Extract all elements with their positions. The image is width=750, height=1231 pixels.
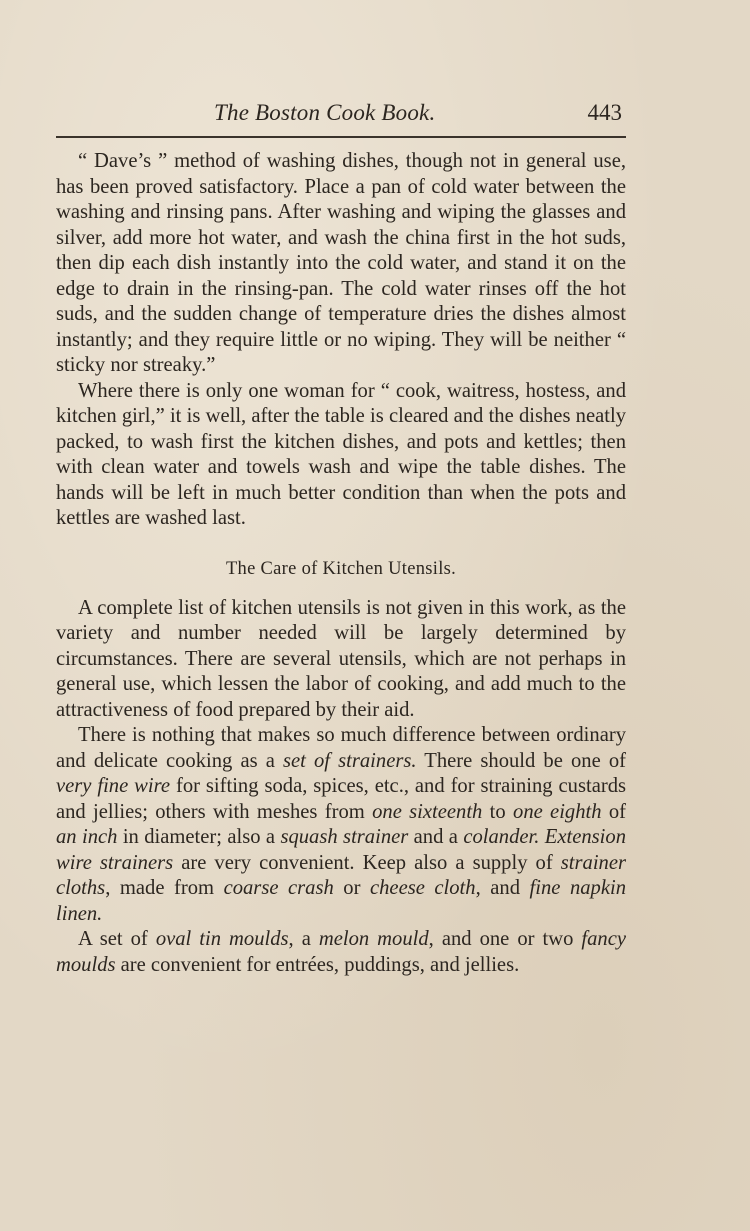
text-run: are very convenient. Keep also a supply of bbox=[173, 851, 561, 874]
text-run: for sifting soda, spices, etc., and for straining custards and jellies; others with meshes from bbox=[56, 775, 626, 823]
text-run: in diameter; also a bbox=[117, 826, 281, 848]
paragraph-daves-method: “ Dave’s ” method of washing dishes, though not in general use, has been proved satisfactory. Place a pan of cold water between the washing and rinsing pans. After washing and wiping the glasses and silver, add more hot water, and wash the china first in the hot suds, then dip each dish instantly into the cold water, and stand it on the edge to drain in the rinsing-pan. The cold water rinses off the hot suds, and the sudden change of temperature dries the dishes almost instantly; and they require little or no wiping. They will be neither “ sticky nor streaky.” bbox=[56, 150, 626, 376]
text-run: A set of bbox=[78, 928, 156, 950]
text-run: and a bbox=[408, 826, 464, 848]
italic-run: set of strainers. bbox=[283, 749, 417, 772]
text-run: There is nothing that makes so much difference between ordinary and delicate cooking as a bbox=[56, 724, 626, 772]
text-run: , a bbox=[288, 928, 319, 950]
italic-run: fine napkin linen. bbox=[56, 877, 627, 925]
italic-run: cheese cloth bbox=[370, 877, 476, 899]
header-rule bbox=[56, 136, 626, 138]
page-number: 443 bbox=[587, 100, 622, 125]
text-run: are convenient for entrées, puddings, and jellies. bbox=[115, 953, 520, 976]
text-run: , and one or two bbox=[428, 928, 582, 950]
paragraph-moulds bbox=[56, 927, 626, 978]
text-run: There should be one of bbox=[416, 749, 626, 772]
running-head bbox=[56, 96, 626, 130]
text-run: , made from bbox=[105, 877, 224, 899]
italic-run: melon mould bbox=[318, 928, 429, 950]
italic-run: an inch bbox=[56, 826, 118, 848]
paragraph-strainers bbox=[56, 723, 626, 927]
paragraph-utensils-list: A complete list of kitchen utensils is not given in this work, as the variety and number needed will be largely determined by circumstances. There are several utensils, which are not perhaps in general use, which lessen the labor of cooking, and add much to the attractiveness of food prepared by their aid. bbox=[56, 596, 626, 721]
italic-run: strainer cloths bbox=[56, 851, 627, 899]
italic-run: Extension wire strainers bbox=[56, 826, 626, 874]
italic-run: coarse crash bbox=[223, 877, 334, 899]
italic-run: one sixteenth bbox=[372, 800, 483, 823]
italic-run: fancy moulds bbox=[56, 928, 626, 976]
section-heading: The Care of Kitchen Utensils. bbox=[225, 558, 457, 579]
italic-run: squash strainer bbox=[280, 826, 409, 848]
text-run: or bbox=[333, 877, 370, 899]
running-title: The Boston Cook Book. bbox=[214, 100, 436, 125]
text-run: of bbox=[601, 800, 627, 823]
text-run: to bbox=[482, 800, 514, 823]
italic-run: one eighth bbox=[513, 800, 602, 823]
italic-run: colander. bbox=[463, 826, 540, 848]
italic-run: very fine wire bbox=[56, 775, 171, 797]
text-run: , and bbox=[475, 877, 530, 899]
body-text bbox=[56, 149, 626, 978]
paragraph-one-woman: Where there is only one woman for “ cook, waitress, hostess, and kitchen girl,” it is well, after the table is cleared and the dishes neatly packed, to wash first the kitchen dishes, and pots and kettles; then with clean water and towels wash and wipe the table dishes. The hands will be left in much better condition than when the pots and kettles are washed last. bbox=[56, 379, 626, 529]
italic-run: oval tin moulds bbox=[155, 928, 289, 950]
